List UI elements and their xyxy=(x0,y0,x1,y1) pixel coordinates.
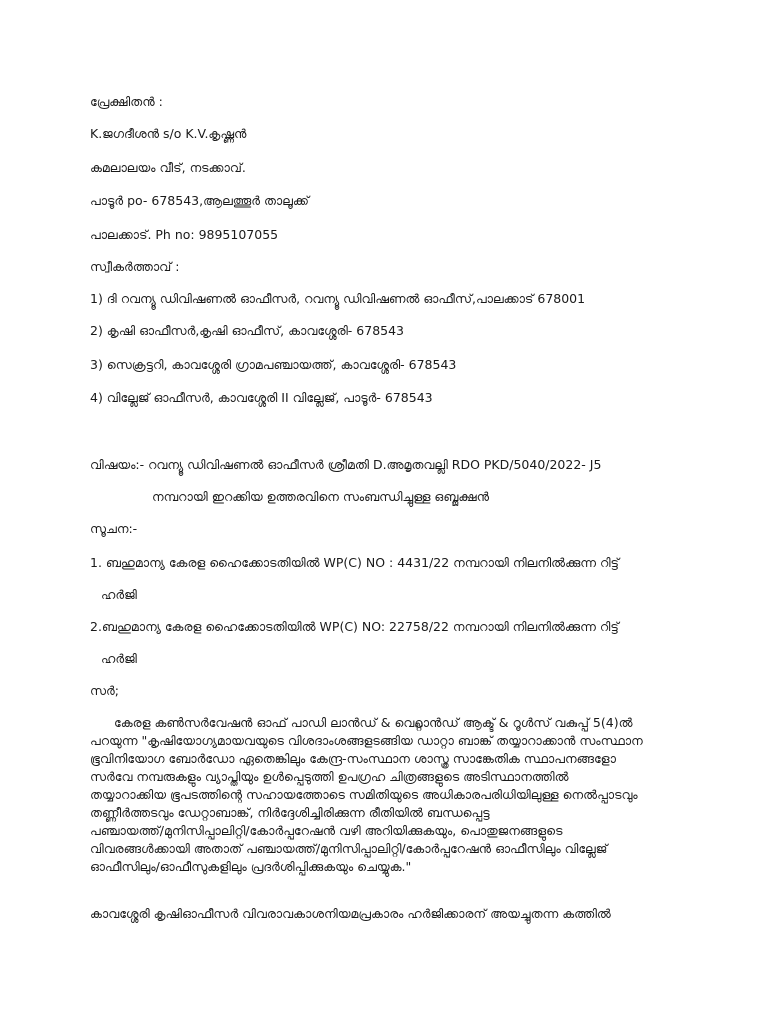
sender-name: K.ജഗദീശൻ s/o K.V.കൃഷ്ണൻ xyxy=(90,126,247,141)
sender-post: പാടൂർ po- 678543,ആലത്തൂർ താലൂക്ക് xyxy=(90,193,309,208)
reference-item-continued: ഹർജി xyxy=(101,651,137,666)
last-line: കാവശ്ശേരി കൃഷിഓഫീസർ വിവരാവകാശനിയമപ്രകാരം ഹർജിക്കാരന് അയച്ചുതന്ന കത്തിൽ xyxy=(90,906,611,921)
reference-item-continued: ഹർജി xyxy=(101,587,137,602)
body-line: ഭൂവിനിയോഗ ബോർഡോ ഏതെങ്കിലും കേന്ദ്ര-സംസ്ഥാന ശാസ്ത്ര സാങ്കേതിക സ്ഥാപനങ്ങളോ xyxy=(90,751,616,766)
recipient-item: 1) ദി റവന്യൂ ഡിവിഷണൽ ഓഫീസർ, റവന്യൂ ഡിവിഷണൽ ഓഫീസ്,പാലക്കാട് 678001 xyxy=(90,291,586,306)
reference-item: 2.ബഹുമാന്യ കേരള ഹൈക്കോടതിയിൽ WP(C) NO: 22758/22 നമ്പറായി നിലനിൽക്കുന്ന റിട്ട് xyxy=(90,619,619,634)
body-line: തണ്ണീർത്തടവും ഡേറ്റാബാങ്ക്, നിർദ്ദേശിച്ചിരിക്കുന്ന രീതിയിൽ ബന്ധപ്പെട്ട xyxy=(90,805,490,820)
body-line: വിവരങ്ങൾക്കായി അതാത് പഞ്ചായത്ത്/മുനിസിപ്പാലിറ്റി/കോർപ്പറേഷൻ ഓഫീസിലും വില്ലേജ് xyxy=(90,841,608,856)
body-line: തയ്യാറാക്കിയ ഭൂപടത്തിന്റെ സഹായത്തോടെ സമിതിയുടെ അധികാരപരിധിയിലുള്ള നെൽപ്പാടവും xyxy=(90,787,638,802)
recipient-item: 4) വില്ലേജ് ഓഫീസർ, കാവശ്ശേരി II വില്ലേജ്, പാടൂർ- 678543 xyxy=(90,390,433,405)
reference-item: 1. ബഹുമാന്യ കേരള ഹൈക്കോടതിയിൽ WP(C) NO : 4431/22 നമ്പറായി നിലനിൽക്കുന്ന റിട്ട് xyxy=(90,555,619,570)
body-paragraph xyxy=(90,714,650,876)
body-line: പഞ്ചായത്ത്/മുനിസിപ്പാലിറ്റി/കോർപ്പറേഷൻ വഴി അറിയിക്കുകയും, പൊതുജനങ്ങളുടെ xyxy=(90,823,563,838)
salutation: സർ; xyxy=(90,683,119,698)
recipient-item: 2) കൃഷി ഓഫീസർ,കൃഷി ഓഫീസ്, കാവശ്ശേരി- 678543 xyxy=(90,323,405,338)
recipient-item: 3) സെക്രട്ടറി, കാവശ്ശേരി ഗ്രാമപഞ്ചായത്ത്, കാവശ്ശേരി- 678543 xyxy=(90,357,457,372)
subject-line: വിഷയം:- റവന്യൂ ഡിവിഷണൽ ഓഫീസർ ശ്രീമതി D.അമൃതവല്ലി RDO PKD/5040/2022- J5 xyxy=(90,457,602,472)
body-line: പറയുന്ന "കൃഷിയോഗ്യമായവയുടെ വിശദാംശങ്ങളടങ്ങിയ ഡാറ്റാ ബാങ്ക് തയ്യാറാക്കാൻ സംസ്ഥാന xyxy=(90,733,643,748)
body-line: കേരള കൺസർവേഷൻ ഓഫ് പാഡി ലാൻഡ് & വെറ്റ്ലാൻഡ് ആക്ട് & റൂൾസ് വകുപ്പ് 5(4)ൽ xyxy=(114,715,633,730)
sender-district-phone: പാലക്കാട്. Ph no: 9895107055 xyxy=(90,227,279,242)
subject-line-continued: നമ്പറായി ഇറക്കിയ ഉത്തരവിനെ സംബന്ധിച്ചുള്ള ഒബ്ജക്ഷൻ xyxy=(152,489,490,504)
references-label: സൂചന:- xyxy=(90,521,138,536)
body-line: സർവേ നമ്പരുകളും വ്യാപ്തിയും ഉൾപ്പെടുത്തി ഉപഗ്രഹ ചിത്രങ്ങളുടെ അടിസ്ഥാനത്തിൽ xyxy=(90,769,569,784)
body-line: ഓഫീസിലും/ഓഫീസുകളിലും പ്രദർശിപ്പിക്കുകയും ചെയ്യുക." xyxy=(90,859,412,874)
sender-house: കമലാലയം വീട്, നടക്കാവ്. xyxy=(90,160,246,175)
recipients-label: സ്വീകർത്താവ് : xyxy=(90,259,180,274)
sender-label: പ്രേക്ഷിതൻ : xyxy=(90,94,163,109)
